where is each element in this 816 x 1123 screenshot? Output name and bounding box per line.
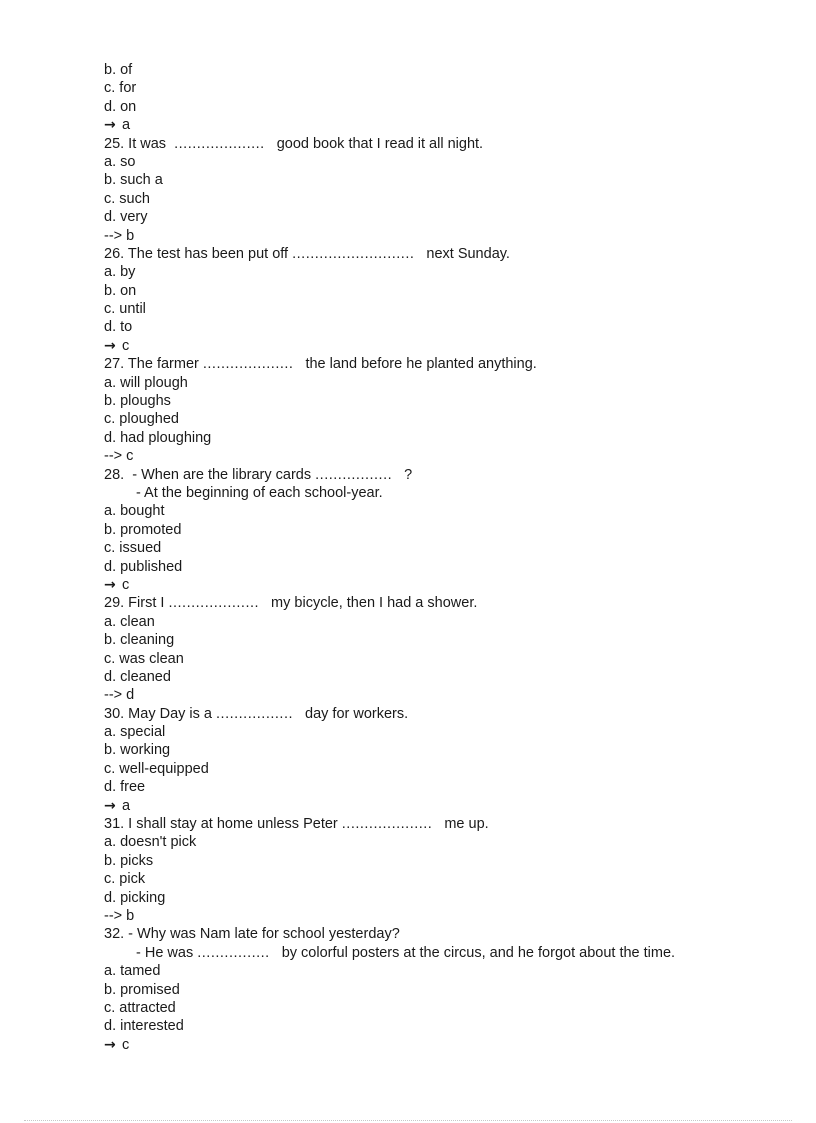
answer-line — [104, 797, 784, 815]
question-text: 25. It was — [104, 135, 175, 152]
text-line: b. cleaning — [104, 632, 175, 649]
text-line: a. by — [104, 264, 136, 281]
question-line — [104, 705, 784, 723]
text-line: c. well-equipped — [104, 760, 209, 777]
question-text: day for workers. — [305, 705, 409, 722]
text-line: c. ploughed — [104, 411, 179, 428]
question-text: 27. The farmer — [104, 356, 203, 373]
question-line — [104, 594, 784, 612]
answer-blank: ................. — [315, 466, 393, 483]
text-line: a. doesn't pick — [104, 834, 197, 851]
text-line: d. to — [104, 319, 133, 336]
question-text: the land before he planted anything. — [305, 356, 537, 373]
text-line: c. attracted — [104, 999, 176, 1016]
text-line: d. on — [104, 98, 137, 115]
text-line: b. promised — [104, 981, 180, 998]
text-line: --> b — [104, 227, 135, 244]
question-text: me up. — [444, 816, 489, 833]
page-footer-rule — [24, 1120, 792, 1121]
question-line — [104, 135, 784, 153]
text-line: b. ploughs — [104, 393, 171, 410]
answer-letter: c — [122, 337, 130, 354]
text-line: a. bought — [104, 503, 165, 520]
text-line: c. such — [104, 190, 150, 207]
question-line — [104, 815, 784, 833]
answer-line — [104, 1036, 784, 1054]
text-line: b. promoted — [104, 521, 182, 538]
question-line — [104, 466, 784, 484]
text-line: d. very — [104, 209, 148, 226]
question-text: 28. - When are the library cards — [104, 466, 316, 483]
quiz-content — [104, 61, 784, 1054]
text-line: c. for — [104, 80, 137, 97]
answer-line — [104, 576, 784, 594]
arrow-right-icon: → — [104, 1036, 116, 1053]
answer-letter: a — [122, 117, 131, 134]
question-text: by colorful posters at the circus, and he forgot about the time. — [281, 944, 676, 961]
arrow-right-icon: → — [104, 576, 116, 593]
dialogue-line: - At the beginning of each school-year. — [136, 484, 383, 501]
answer-line — [104, 116, 784, 134]
text-line: c. was clean — [104, 650, 184, 667]
answer-letter: c — [122, 1036, 130, 1053]
answer-blank: .................... — [168, 595, 260, 612]
text-line: a. clean — [104, 613, 155, 630]
text-line: 32. - Why was Nam late for school yesterday? — [104, 926, 400, 943]
text-line: c. issued — [104, 540, 162, 557]
text-line: a. special — [104, 724, 166, 741]
text-line: d. picking — [104, 889, 166, 906]
text-line: b. such a — [104, 172, 163, 189]
answer-blank: ................ — [197, 944, 270, 961]
arrow-right-icon: → — [104, 797, 116, 814]
text-line: d. had ploughing — [104, 429, 212, 446]
text-line: --> b — [104, 907, 135, 924]
text-line: --> c — [104, 448, 134, 465]
answer-letter: a — [122, 797, 131, 814]
text-line: a. so — [104, 153, 136, 170]
answer-blank: ................. — [216, 705, 294, 722]
text-line: c. until — [104, 301, 146, 318]
question-line — [104, 245, 784, 263]
question-text: 29. First I — [104, 595, 169, 612]
question-text: 30. May Day is a — [104, 705, 217, 722]
answer-blank: .................... — [341, 816, 433, 833]
text-line: b. of — [104, 62, 133, 78]
text-line: d. cleaned — [104, 668, 171, 685]
question-text: 31. I shall stay at home unless Peter — [104, 816, 342, 833]
text-line: d. free — [104, 779, 146, 796]
text-line: b. picks — [104, 852, 154, 869]
text-line: b. working — [104, 742, 171, 759]
text-line: d. interested — [104, 1018, 184, 1035]
question-text: ? — [404, 466, 413, 483]
question-text: next Sunday. — [426, 245, 510, 262]
answer-line — [104, 337, 784, 355]
answer-blank: ........................... — [292, 245, 415, 262]
text-line: --> d — [104, 687, 135, 704]
question-line — [104, 944, 784, 962]
question-text: - He was — [136, 944, 198, 961]
question-line — [104, 355, 784, 373]
answer-blank: .................... — [174, 135, 265, 152]
text-line: a. tamed — [104, 963, 161, 980]
question-text: my bicycle, then I had a shower. — [271, 595, 478, 612]
answer-letter: c — [122, 576, 130, 593]
text-line: a. will plough — [104, 374, 188, 391]
question-text: good book that I read it all night. — [276, 135, 484, 152]
text-line: d. published — [104, 558, 183, 575]
text-line: c. pick — [104, 871, 146, 888]
arrow-right-icon: → — [104, 117, 116, 134]
question-text: 26. The test has been put off — [104, 245, 293, 262]
text-line: b. on — [104, 282, 137, 299]
arrow-right-icon: → — [104, 337, 116, 354]
answer-blank: .................... — [202, 356, 294, 373]
